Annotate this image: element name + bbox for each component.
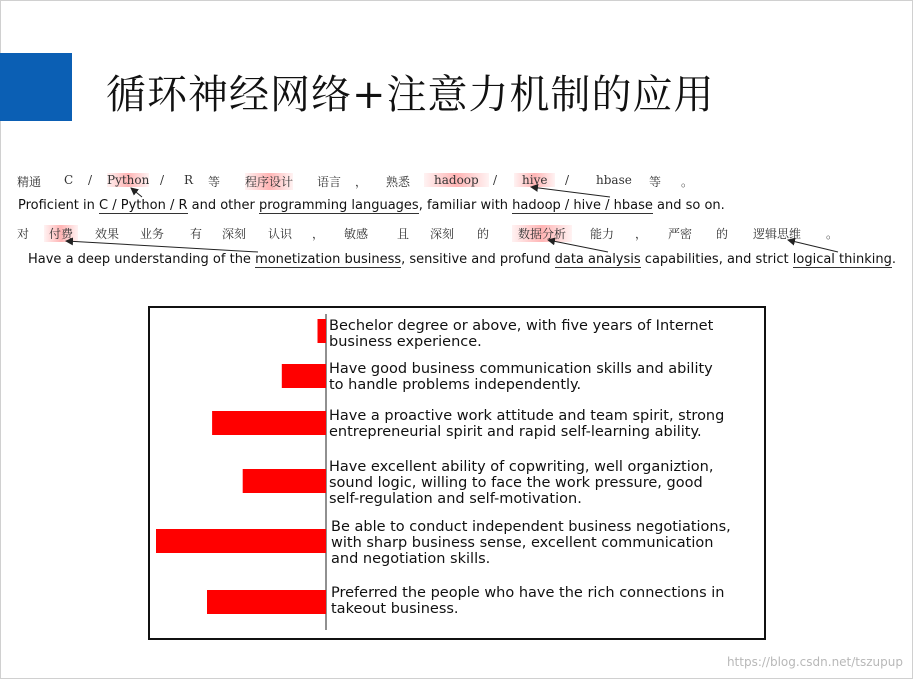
- zh-token-attended: Python: [107, 173, 150, 187]
- zh-token: 对: [17, 227, 30, 241]
- bar-1: [318, 319, 327, 343]
- aligned-phrase: hadoop / hive / hbase: [512, 198, 653, 213]
- bar-5: [156, 529, 326, 553]
- bar-label-3: [329, 408, 724, 440]
- bar-label-line: Preferred the people who have the rich connections in: [331, 585, 725, 601]
- bar-4: [243, 469, 326, 493]
- arrow-hive: [531, 187, 610, 197]
- zh-token: ，: [635, 227, 648, 241]
- zh-token: 。: [826, 227, 839, 241]
- zh-token: 等: [649, 175, 662, 189]
- text-segment: Have a deep understanding of the: [28, 252, 256, 267]
- bar-2: [282, 364, 326, 388]
- bar-label-line: self-regulation and self-motivation.: [329, 491, 582, 507]
- arrow-logical-thinking: [788, 240, 838, 252]
- arrow-monetization: [66, 241, 258, 252]
- zh-token: 的: [716, 227, 729, 241]
- zh-token: 有: [190, 227, 203, 241]
- text-segment: , sensitive and profund: [401, 252, 555, 267]
- zh-token: 严密: [668, 227, 693, 241]
- zh-token-attended: 程序设计: [245, 175, 294, 189]
- bar-label-2: [329, 361, 713, 393]
- text-segment: Proficient in: [18, 198, 100, 213]
- bar-label-line: business experience.: [329, 334, 482, 350]
- zh-token: ，: [312, 227, 325, 241]
- bar-label-6: [331, 585, 724, 617]
- bar-label-line: Bechelor degree or above, with five years of Internet: [329, 318, 714, 334]
- zh-token: 且: [397, 227, 410, 241]
- bar-label-line: Be able to conduct independent business negotiations,: [331, 519, 731, 535]
- bar-label-5: [331, 519, 731, 567]
- slide-title: 循环神经网络+注意力机制的应用: [106, 72, 715, 118]
- zh-token: /: [493, 173, 498, 187]
- zh-token: /: [160, 173, 165, 187]
- zh-token: 逻辑思维: [753, 227, 802, 241]
- arrow-python: [131, 188, 142, 197]
- zh-token: 业务: [140, 227, 165, 241]
- zh-token-attended: hadoop: [424, 173, 489, 187]
- bar-label-line: Have a proactive work attitude and team spirit, strong: [329, 408, 725, 424]
- zh-token: 深刻: [222, 227, 247, 241]
- bar-label-line: Have excellent ability of copwriting, well organiztion,: [329, 459, 714, 475]
- bar-6: [207, 590, 326, 614]
- aligned-phrase: logical thinking: [792, 252, 892, 267]
- zh-token-attended: 付费: [44, 225, 78, 242]
- arrow-data-analysis: [548, 240, 608, 252]
- zh-token: C: [64, 173, 74, 187]
- zh-token: 认识: [268, 227, 293, 241]
- zh-token-attended: 数据分析: [512, 225, 572, 242]
- zh-token: 精通: [17, 175, 42, 189]
- zh-token: 的: [477, 227, 490, 241]
- zh-token: ，: [355, 175, 368, 189]
- attention-weight-chart: [148, 306, 766, 640]
- zh-token: /: [88, 173, 93, 187]
- text-segment: , familiar with: [418, 198, 513, 213]
- bar-label-1: [329, 318, 713, 350]
- bar-label-line: sound logic, willing to face the work pressure, good: [329, 475, 703, 491]
- zh-token: 深刻: [430, 227, 455, 241]
- zh-token: 等: [208, 175, 221, 189]
- bar-label-line: entrepreneurial spirit and rapid self-learning ability.: [329, 424, 702, 440]
- zh-token-attended: hive: [514, 173, 555, 187]
- aligned-phrase: C / Python / R: [99, 198, 188, 213]
- bar-label-line: and negotiation skills.: [331, 551, 491, 567]
- bar-label-4: [329, 459, 713, 507]
- zh-token: 熟悉: [386, 175, 411, 189]
- text-segment: and so on.: [652, 198, 725, 213]
- zh-token: /: [565, 173, 570, 187]
- zh-token: R: [184, 173, 194, 187]
- bar-label-line: takeout business.: [331, 601, 459, 617]
- zh-token: 能力: [590, 227, 615, 241]
- zh-token: 敏感: [344, 227, 369, 241]
- bar-label-line: Have good business communication skills and ability: [329, 361, 713, 377]
- zh-token: 。: [681, 175, 694, 189]
- text-segment: and other: [187, 198, 259, 213]
- zh-token: 语言: [317, 175, 342, 189]
- aligned-phrase: data analysis: [554, 252, 641, 267]
- text-segment: .: [891, 252, 897, 267]
- aligned-phrase: programming languages: [259, 198, 419, 213]
- bar-label-line: with sharp business sense, excellent communication: [331, 535, 714, 551]
- bar-3: [212, 411, 326, 435]
- aligned-phrase: monetization business: [255, 252, 402, 267]
- watermark: https://blog.csdn.net/tszupup: [726, 655, 903, 669]
- zh-token: 效果: [95, 227, 120, 241]
- bar-label-line: to handle problems independently.: [329, 377, 582, 393]
- text-segment: capabilities, and strict: [640, 252, 793, 267]
- zh-token: hbase: [596, 173, 632, 187]
- attention-arrows: [0, 0, 913, 300]
